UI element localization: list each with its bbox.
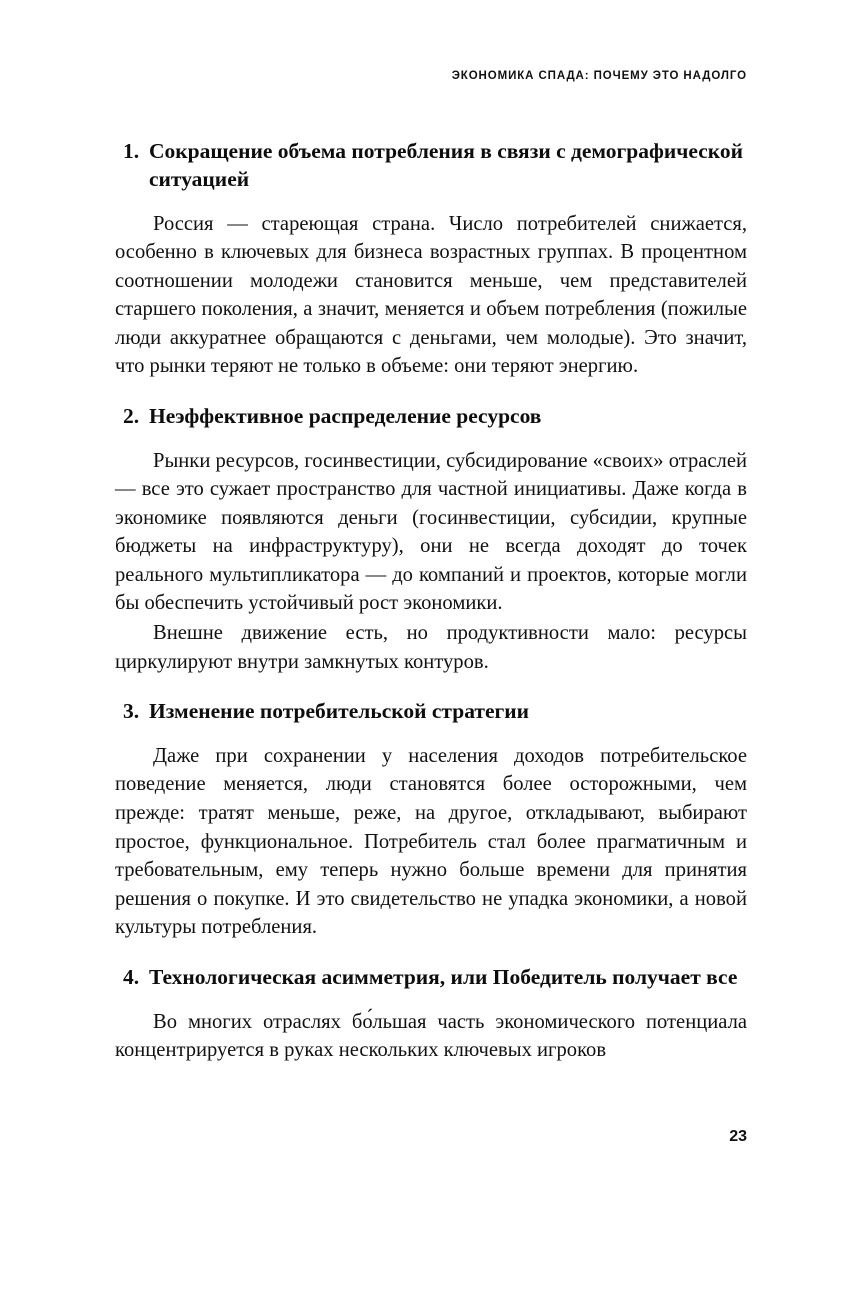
spacer bbox=[115, 381, 747, 403]
section-3-paragraph-1: Даже при сохранении у населения доходов потребительское поведение меняется, люди становятся более осторожными, чем прежде: тратят меньше, реже, на другое, откладывают, выбирают простое, функциональное. Потребитель стал более прагматичным и требовательным, ему теперь нужно больше времени для принятия решения о покупке. И это свидетельство не упадка экономики, а новой культуры потребления. bbox=[115, 744, 747, 939]
section-2-paragraph-1: Рынки ресурсов, госинвестиции, субсидирование «своих» отраслей — все это сужает пространство для частной инициативы. Даже когда в экономике появляются деньги (госинвестиции, субсидии, крупные бюджеты на инфраструктуру), они не всегда доходят до точек реального мультипликатора — до компаний и проектов, которые могли бы обеспечить устойчивый рост экономики. bbox=[115, 449, 747, 615]
section-4-heading bbox=[115, 964, 747, 992]
page-content bbox=[115, 70, 747, 1065]
section-1-paragraph-1: Россия — стареющая страна. Число потребителей снижается, особенно в ключевых для бизнеса возрастных группах. В процентном соотношении молодежи становится меньше, чем представителей старшего поколения, а значит, меняется и объем потребления (пожилые люди аккуратнее обращаются с деньгами, чем молодые). Это значит, что рынки теряют не только в объеме: они теряют энергию. bbox=[115, 212, 747, 378]
spacer bbox=[115, 942, 747, 964]
section-2-heading bbox=[115, 403, 747, 431]
section-3-heading-text: Изменение потребительской стратегии bbox=[149, 699, 530, 724]
section-4 bbox=[115, 964, 747, 1065]
spacer bbox=[115, 676, 747, 698]
section-1-heading bbox=[115, 138, 747, 194]
section-4-paragraph-1: Во многих отраслях бо́льшая часть экономического потенциала концентрируется в руках нескольких ключевых игроков bbox=[115, 1010, 747, 1062]
section-1 bbox=[115, 138, 747, 381]
section-2 bbox=[115, 403, 747, 676]
page-number: 23 bbox=[729, 1128, 747, 1145]
section-3-heading bbox=[115, 698, 747, 726]
running-head: ЭКОНОМИКА СПАДА: ПОЧЕМУ ЭТО НАДОЛГО bbox=[451, 70, 747, 82]
section-2-paragraph-2: Внешне движение есть, но продуктивности мало: ресурсы циркулируют внутри замкнутых контуров. bbox=[115, 622, 747, 673]
section-3 bbox=[115, 698, 747, 942]
section-2-heading-text: Неэффективное распределение ресурсов bbox=[149, 403, 542, 428]
section-2-number: 2. bbox=[123, 403, 140, 428]
section-1-heading-text: Сокращение объема потребления в связи с демографической ситуацией bbox=[149, 139, 743, 191]
section-3-number: 3. bbox=[123, 699, 140, 724]
section-4-number: 4. bbox=[123, 964, 140, 989]
section-4-heading-text: Технологическая асимметрия, или Победитель получает все bbox=[149, 964, 738, 989]
section-1-number: 1. bbox=[123, 139, 140, 163]
